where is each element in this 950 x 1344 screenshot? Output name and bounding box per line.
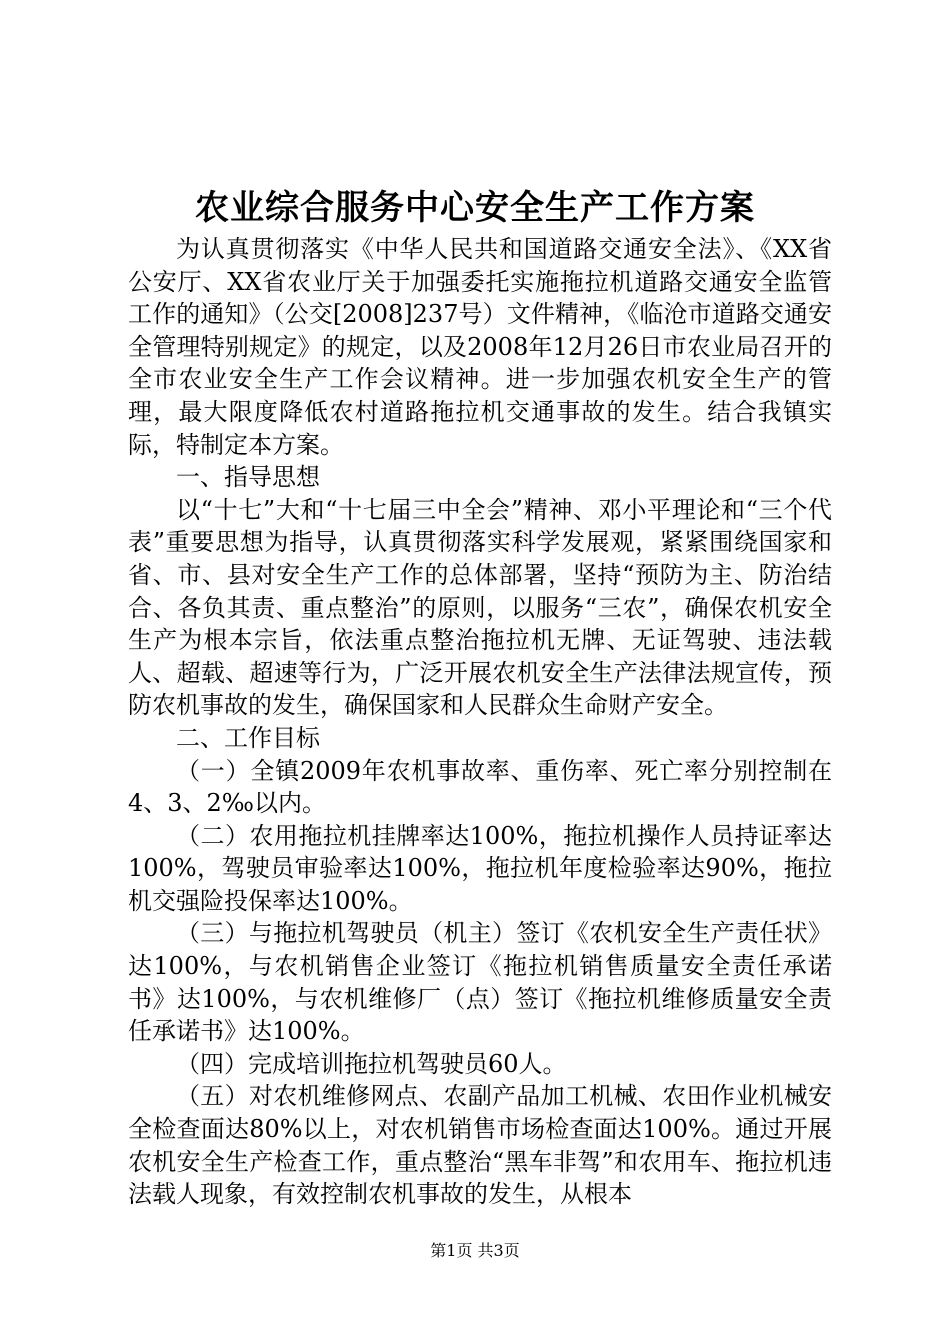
document-body <box>128 233 832 1211</box>
goal-item-4: （四）完成培训拖拉机驾驶员60人。 <box>176 1049 567 1078</box>
document-title: 农业综合服务中心安全生产工作方案 <box>195 188 755 228</box>
section-heading-guiding-ideology: 一、指导思想 <box>176 463 320 492</box>
goal-item-5: （五）对农机维修网点、农副产品加工机械、农田作业机械安全检查面达80%以上，对农机销售市场检查面达100%。通过开展农机安全生产检查工作，重点整治“黑车非驾”和农用车、拖拉机违法载人现象，有效控制农机事故的发生，从根本 <box>128 1082 832 1209</box>
goal-item-1: （一）全镇2009年农机事故率、重伤率、死亡率分别控制在4、3、2‰以内。 <box>128 756 832 818</box>
goal-item-3: （三）与拖拉机驾驶员（机主）签订《农机安全生产责任状》达100%，与农机销售企业签订《拖拉机销售质量安全责任承诺书》达100%，与农机维修厂（点）签订《拖拉机维修质量安全责任承诺书》达100%。 <box>128 919 832 1046</box>
page-number-footer: 第1页 共3页 <box>430 1241 520 1260</box>
goal-item-2: （二）农用拖拉机挂牌率达100%，拖拉机操作人员持证率达100%，驾驶员审验率达100%，拖拉机年度检验率达90%，拖拉机交强险投保率达100%。 <box>128 821 832 915</box>
guiding-ideology-paragraph: 以“十七”大和“十七届三中全会”精神、邓小平理论和“三个代表”重要思想为指导，认真贯彻落实科学发展观，紧紧围绕国家和省、市、县对安全生产工作的总体部署，坚持“预防为主、防治结合、各负其责、重点整治”的原则，以服务“三农”，确保农机安全生产为根本宗旨，依法重点整治拖拉机无牌、无证驾驶、违法载人、超载、超速等行为，广泛开展农机安全生产法律法规宣传，预防农机事故的发生，确保国家和人民群众生命财产安全。 <box>128 495 832 720</box>
section-heading-work-goals: 二、工作目标 <box>176 723 320 752</box>
intro-paragraph: 为认真贯彻落实《中华人民共和国道路交通安全法》、《XX省公安厅、XX省农业厅关于加强委托实施拖拉机道路交通安全监管工作的通知》（公交[2008]237号）文件精神，《临沧市道路交通安全管理特别规定》的规定，以及2008年12月26日市农业局召开的全市农业安全生产工作会议精神。进一步加强农机安全生产的管理，最大限度降低农村道路拖拉机交通事故的发生。结合我镇实际，特制定本方案。 <box>128 235 832 459</box>
